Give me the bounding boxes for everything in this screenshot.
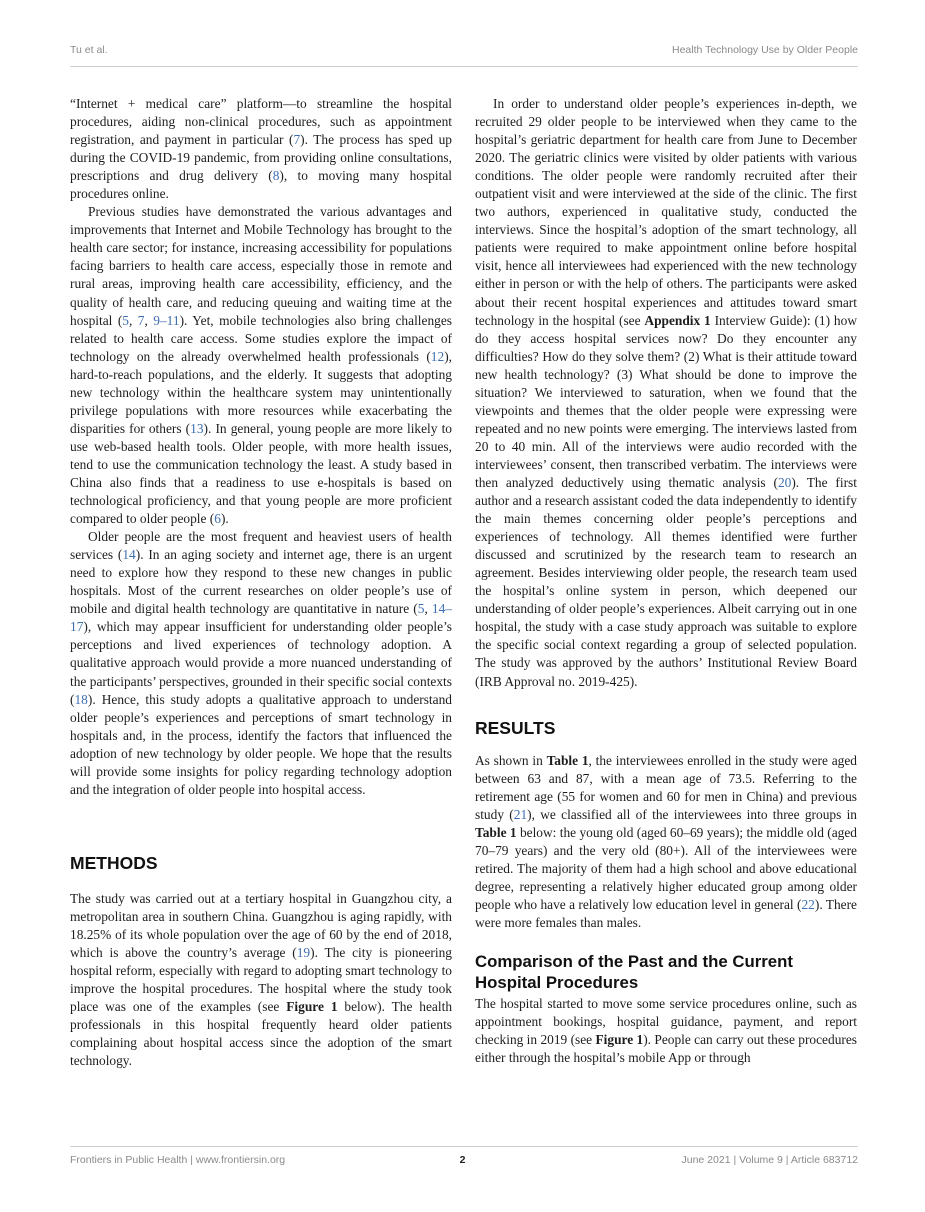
text-run: “Internet + medical care” platform—to streamline the hospital procedures, aiding non-clinical procedures, such as appointment registration, and payment in particular ( <box>70 96 452 148</box>
text-run: Older people are the most frequent and heaviest users of health services ( <box>70 529 452 563</box>
page-number: 2 <box>459 1154 466 1166</box>
left-column <box>70 95 452 1070</box>
text-run: ). There were more females than males. <box>475 896 857 930</box>
citation-link[interactable]: 20 <box>777 474 792 490</box>
cross-reference: Table 1 <box>475 824 517 840</box>
text-run: , <box>144 312 154 328</box>
text-run: ). People can carry out these procedures either through the hospital’s mobile App or through <box>475 1032 858 1066</box>
citation-link[interactable]: 19 <box>296 944 311 960</box>
cross-reference: Table 1 <box>546 752 589 768</box>
methods-paragraph-1 <box>70 890 452 1070</box>
methods-paragraph-2 <box>475 95 857 691</box>
text-run: In order to understand older people’s experiences in-depth, we recruited 29 older people to be interviewed when they came to the hospital’s geriatric department for health care from June to December 2020. The geriatric clinics were visited by older patients with various conditions. The older people were randomly recruited after their outpatient visit and were interviewed at the side of the clinic. The first two authors, experienced in qualitative study, conducted the interviews. Since the hospital’s adoption of the smart technology, all patients were required to make appointment online before hospital visit, hence all interviewees had experienced with the new technology either in person or with the help of others. The participants were asked about their recent hospital experiences and attitudes toward smart technology in the hospital (see <box>475 96 857 328</box>
subsection-paragraph-1 <box>475 995 857 1067</box>
text-run: ). The process has sped up during the COVID-19 pandemic, from providing online consultations, prescriptions and drug delivery ( <box>70 132 452 184</box>
citation-link[interactable]: 14–17 <box>70 601 452 635</box>
citation-link[interactable]: 7 <box>293 132 301 148</box>
text-run: below: the young old (aged 60–69 years); the middle old (aged 70–79 years) and the very old (80+). All of the interviewees were retired. The majority of them had a high school and above educational degree, representing a relatively higher educated group among older people who have a relatively low education level in general ( <box>475 824 857 912</box>
running-header-title: Health Technology Use by Older People <box>671 44 858 56</box>
citation-link[interactable]: 22 <box>801 896 815 912</box>
text-run: ), hard-to-reach populations, and the elderly. It suggests that adopting new technology within the healthcare system may unintentionally privilege populations with more resources while exacerbating the disparities for others ( <box>70 348 452 436</box>
text-run: ). <box>220 511 229 527</box>
footer-journal: Frontiers in Public Health | www.frontiersin.org <box>70 1154 286 1166</box>
text-run: ), which may appear insufficient for understanding older people’s perceptions and lived experiences of technology adoption. A qualitative approach would provide a more nuanced understanding of the participants’ perspectives, grounded in their specific social contexts ( <box>70 619 452 707</box>
header-rule <box>70 66 858 67</box>
cross-reference: Figure 1 <box>286 999 338 1015</box>
footer-issue: June 2021 | Volume 9 | Article 683712 <box>681 1154 858 1166</box>
citation-link[interactable]: 6 <box>214 511 221 527</box>
cross-reference: Figure 1 <box>595 1032 644 1048</box>
citation-link[interactable]: 21 <box>513 806 528 822</box>
intro-paragraph-3 <box>70 528 452 799</box>
intro-paragraph-1 <box>70 95 452 203</box>
text-run: ). The city is pioneering hospital reform, especially with regard to adopting smart technology to improve the hospital procedures. The hospital where the study took place was one of the examples (see <box>70 944 452 1015</box>
text-run: , the interviewees enrolled in the study were aged between 63 and 87, with a mean age of 73.5. Referring to the retirement age (55 for women and 60 for men in China) and previous study ( <box>475 752 857 822</box>
running-header-authors: Tu et al. <box>70 44 108 56</box>
text-run: ). In general, young people are more likely to use web-based health tools. Older people, with more health issues, tend to use the communication technology the least. A study based in China also finds that a readiness to use e-hospitals is based on technological proficiency, and that young people are more proficient compared to older people ( <box>70 420 452 527</box>
citation-link[interactable]: 8 <box>272 168 280 184</box>
text-run: , <box>424 601 432 617</box>
citation-link[interactable]: 12 <box>430 348 445 364</box>
text-run: ). The first author and a research assistant coded the data independently to identify the main themes concerning older people’s perceptions and experiences of technology. All themes identified were further discussed and scrutinized by the research team to research an agreement. Besides interviewing older people, the research team used the hospital’s online system in person, which deepened our understanding of older people’s experiences. Albeit carrying out in one hospital, the study with a case study approach was suitable to explore the specific social context regarding a group of selected population. The study was approved by the authors’ Institutional Review Board (IRB Approval no. 2019-425). <box>475 474 857 689</box>
intro-paragraph-2 <box>70 203 452 528</box>
citation-link[interactable]: 5 <box>417 601 425 617</box>
citation-link[interactable]: 7 <box>137 312 145 328</box>
text-run: ), to moving many hospital procedures online. <box>70 168 452 202</box>
subsection-heading: Comparison of the Past and the Current Hospital Procedures <box>475 952 793 993</box>
right-column <box>475 95 857 1067</box>
results-heading: RESULTS <box>475 717 556 738</box>
text-run: , <box>129 312 138 328</box>
text-run: ). Yet, mobile technologies also bring challenges related to health care access. Some studies explore the impact of technology on the already overwhelmed health professionals ( <box>70 312 452 364</box>
text-run: below). The health professionals in this hospital frequently heard older patients complaining about hospital access since the adoption of the smart technology. <box>70 999 453 1069</box>
citation-link[interactable]: 18 <box>74 691 88 707</box>
cross-reference: Appendix 1 <box>644 312 711 328</box>
citation-link[interactable]: 9–11 <box>153 312 180 328</box>
text-run: As shown in <box>475 752 547 768</box>
text-run: ). Hence, this study adopts a qualitative approach to understand older people’s experiences and perceptions of smart technology in hospitals and, in the process, identify the factors that influenced the adoption of new technology by older people. We hope that the results will provide some insights for policy regarding technology adoption and the integration of older people into hospital access. <box>70 691 452 797</box>
footer-rule <box>70 1146 858 1147</box>
citation-link[interactable]: 14 <box>122 547 136 563</box>
text-run: The study was carried out at a tertiary hospital in Guangzhou city, a metropolitan area in southern China. Guangzhou is aging rapidly, with 18.25% of its whole population over the age of 60 by the end of 2018, which is above the country’s average ( <box>70 890 452 960</box>
text-run: ). In an aging society and internet age, there is an urgent need to explore how they respond to these new changes in public hospitals. Most of the current researches on older people’s use of mobile and digital health technology are quantitative in nature ( <box>70 547 452 617</box>
citation-link[interactable]: 5 <box>122 312 129 328</box>
results-paragraph-1 <box>475 752 857 932</box>
text-run: ), we classified all of the interviewees into three groups in <box>527 806 857 822</box>
methods-heading: METHODS <box>70 852 158 873</box>
text-run: Previous studies have demonstrated the various advantages and improvements that Internet and Mobile Technology has brought to the health care sector; for instance, increasing accessibility for populations facing barriers to health care access, especially those in remote and rural areas, improving health care accessibility, efficiency, and the quality of health care, and reducing queuing and waiting time at the hospital ( <box>70 204 452 328</box>
citation-link[interactable]: 13 <box>190 420 204 436</box>
text-run: The hospital started to move some service procedures online, such as appointment bookings, hospital guidance, payment, and report checking in 2019 (see <box>475 996 857 1048</box>
text-run: Interview Guide): (1) how do they access hospital services now? Do they encounter any difficulties? How do they solve them? (2) What is their attitude toward new health technology? (3) What should be done to improve the situation? We interviewed to saturation, when we found that the viewpoints and themes that the older people were expressing were repeated and no new points were emerging. The interviews lasted from 20 to 40 min. All of the interviews were audio recorded with the interviewees’ consent, then transcribed verbatim. The interviews were then analyzed deductively using thematic analysis ( <box>475 312 857 490</box>
